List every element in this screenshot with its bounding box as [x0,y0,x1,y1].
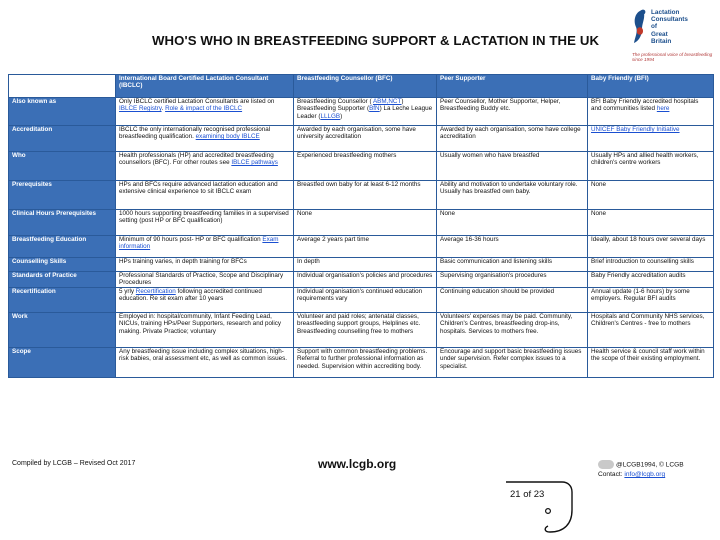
table-row [9,312,714,347]
table-cell: Professional Standards of Practice, Scope and Disciplinary Procedures [116,272,294,288]
table-cell: Individual organisation's continued education requirements vary [294,287,437,312]
copyright-text: @LCGB1994, © LCGB [616,461,684,469]
table-cell: Volunteer and paid roles; antenatal classes, breastfeeding support groups, Helplines etc. Breastfeeding counselling free to mothers [294,312,437,347]
table-cell: Average 16-36 hours [437,236,588,258]
logo-org-name: Lactation Consultants of Great Britain [651,9,688,45]
cell-link[interactable]: Exam information [119,236,279,251]
cell-link[interactable]: IBLCE pathways [231,159,278,167]
table-cell: HPs and BFCs require advanced lactation education and extensive clinical experience to sit IBCLC exam [116,181,294,210]
table-cell: Usually women who have breastfed [437,152,588,181]
table-row [9,287,714,312]
table-cell: In depth [294,258,437,272]
table-cell: Average 2 years part time [294,236,437,258]
footer-contact-block [598,460,684,480]
row-label: Who [9,152,116,181]
row-label: Clinical Hours Prerequisites [9,210,116,236]
table-cell: 5 yrly Recertification following accredited continued education. Re sit exam after 10 years [116,287,294,312]
cell-link[interactable]: Role & impact of the IBCLC [165,105,243,113]
row-label: Standards of Practice [9,272,116,288]
table-cell: Health professionals (HP) and accredited breastfeeding counsellors (BFC). For other routes see IBLCE pathways [116,152,294,181]
header-bfc: Breastfeeding Counsellor (BFC) [294,75,437,98]
table-cell: Volunteers' expenses may be paid. Community, Children's Centres, breastfeeding drop-ins, hospitals. Services to mothers free. [437,312,588,347]
row-label: Scope [9,347,116,377]
table-cell: Basic communication and listening skills [437,258,588,272]
table-cell: None [588,210,714,236]
table-row [9,347,714,377]
table-corner [9,75,116,98]
row-label: Prerequisites [9,181,116,210]
table-row [9,236,714,258]
row-label: Recertification [9,287,116,312]
cell-link[interactable]: examining body IBLCE [195,133,260,141]
table-cell: HPs training varies, in depth training for BFCs [116,258,294,272]
lcgb-logo [624,5,718,67]
creative-commons-icon [598,460,614,469]
table-cell: None [294,210,437,236]
page-indicator [504,480,576,536]
row-label: Counselling Skills [9,258,116,272]
table-cell [588,126,714,152]
cell-link[interactable]: Recertification [135,287,176,295]
table-cell: Supervising organisation's procedures [437,272,588,288]
page-title: WHO'S WHO IN BREASTFEEDING SUPPORT & LACTATION IN THE UK [152,33,600,48]
table-row [9,181,714,210]
cell-link[interactable]: ABM,NCT [372,98,402,105]
table-header-row [9,75,714,98]
contact-label: Contact: [598,471,625,479]
row-label: Work [9,312,116,347]
table-row [9,98,714,126]
cell-link[interactable]: IBLCE Registry [119,105,162,113]
table-cell: Continuing education should be provided [437,287,588,312]
table-cell: Baby Friendly accreditation audits [588,272,714,288]
table-row [9,126,714,152]
table-cell: Only IBCLC certified Lactation Consultants are listed on IBLCE Registry. Role & impact of the IBCLC [116,98,294,126]
table-cell: Usually HPs and allied health workers, children's centre workers [588,152,714,181]
table-cell: Peer Counsellor, Mother Supporter, Helper, Breastfeeding Buddy etc. [437,98,588,126]
table-cell: None [588,181,714,210]
header-ibclc: International Board Certified Lactation Consultant (IBCLC) [116,75,294,98]
row-label: Also known as [9,98,116,126]
cell-link[interactable]: LLLGB [320,112,341,120]
table-row [9,152,714,181]
table-cell: 1000 hours supporting breastfeeding families in a supervised setting (post HP or BFC qualification) [116,210,294,236]
table-cell: Breastfed own baby for at least 6-12 months [294,181,437,210]
table-cell: Health service & council staff work within the scope of their existing employment. [588,347,714,377]
table-cell: Brief introduction to counselling skills [588,258,714,272]
table-cell: Encourage and support basic breastfeeding issues under supervision. Refer complex issues to a specialist. [437,347,588,377]
table-cell: None [437,210,588,236]
row-label: Accreditation [9,126,116,152]
site-link[interactable]: www.lcgb.org [318,457,397,471]
page-number: 21 of 23 [510,489,545,500]
cell-link[interactable]: UNICEF Baby Friendly Initiative [591,126,680,133]
comparison-table [8,74,714,378]
mother-and-baby-icon [630,7,648,51]
table-cell: Experienced breastfeeding mothers [294,152,437,181]
table-cell: Any breastfeeding issue including complex situations, high-risk babies, oral assessment etc, as well as common issues. [116,347,294,377]
table-cell: Awarded by each organisation, some have college accreditation [437,126,588,152]
table-row [9,272,714,288]
table-cell: IBCLC the only internationally recognised professional breastfeeding qualification. examining body IBLCE [116,126,294,152]
table-cell: Awarded by each organisation, some have university accreditation [294,126,437,152]
cell-link[interactable]: BfN [369,105,380,113]
compiled-note: Compiled by LCGB – Revised Oct 2017 [12,460,136,467]
table-cell: Annual update (1-6 hours) by some employers. Regular BFI audits [588,287,714,312]
table-cell: Support with common breastfeeding problems. Referral to further professional information as needed. Supervision within accrediting body. [294,347,437,377]
table-cell: Individual organisation's policies and procedures [294,272,437,288]
table-cell: Breastfeeding Counsellor ( ABM,NCT) Breastfeeding Supporter (BfN) La Leche League Leader (LLLGB) [294,98,437,126]
row-label: Breastfeeding Education [9,236,116,258]
logo-tagline: The professional voice of breastfeeding since 1994 [632,52,713,63]
header-peer-supporter: Peer Supporter [437,75,588,98]
table-cell: BFI Baby Friendly accredited hospitals and communities listed here [588,98,714,126]
table-row [9,258,714,272]
table-row [9,210,714,236]
cell-link[interactable]: here [656,105,670,113]
table-cell: Hospitals and Community NHS services, Children's Centres - free to mothers [588,312,714,347]
contact-email-link[interactable]: info@lcgb.org [624,471,666,479]
table-cell: Employed in: hospital/community, Infant Feeding Lead, NICUs, training HPs/Peer Supporters, research and policy making. Private Practice; voluntary [116,312,294,347]
header-baby-friendly: Baby Friendly (BFI) [588,75,714,98]
table-cell: Ideally, about 18 hours over several days [588,236,714,258]
table-cell: Minimum of 90 hours post- HP or BFC qualification Exam information [116,236,294,258]
table-cell: Ability and motivation to undertake voluntary role. Usually has breastfed own baby. [437,181,588,210]
